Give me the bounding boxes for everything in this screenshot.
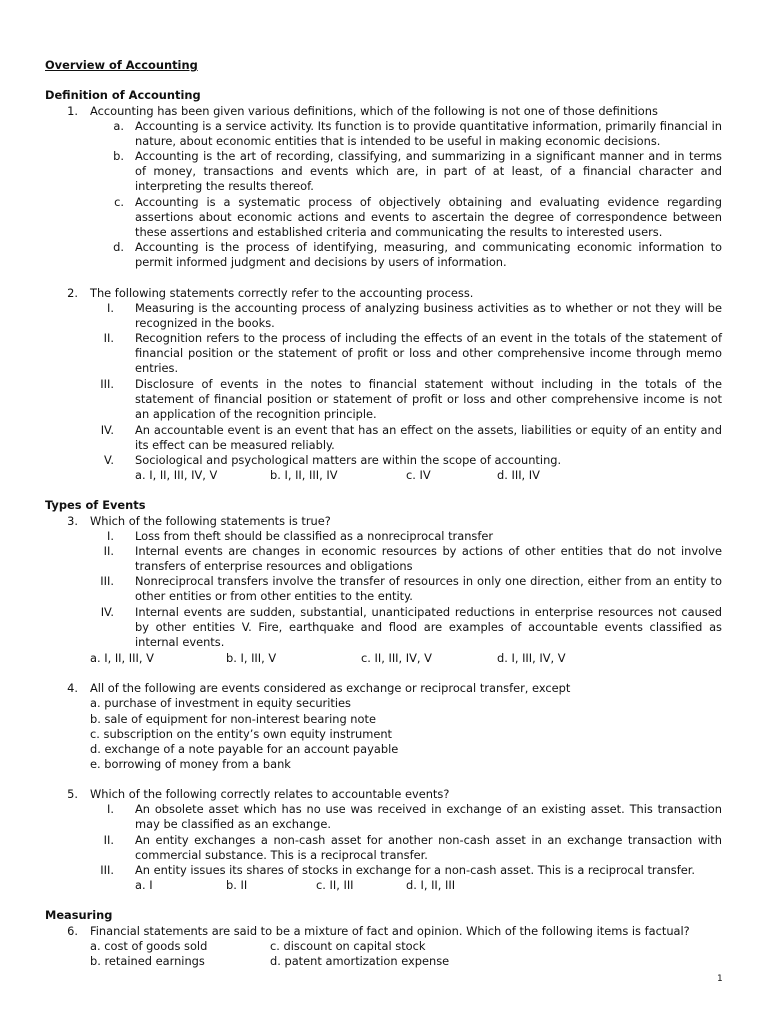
- statement-text: Disclosure of events in the notes to financial statement without including in the totals of the statement of financial position or statement of profit or loss and other comprehensive income is not an application of the recognition principle.: [135, 377, 722, 422]
- question-stem: Financial statements are said to be a mixture of fact and opinion. Which of the following items is factual?: [90, 924, 690, 938]
- page-number: 1: [717, 974, 723, 984]
- answer-choice: b. I, III, V: [226, 651, 277, 665]
- answer-choice: c. subscription on the entity’s own equity instrument: [90, 727, 393, 741]
- answer-choice: a. purchase of investment in equity securities: [90, 696, 351, 710]
- answer-choice: d. III, IV: [497, 468, 540, 482]
- question-stem: The following statements correctly refer to the accounting process.: [90, 286, 474, 300]
- statement-marker: IV.: [100, 423, 114, 437]
- answer-choice: d. I, II, III: [406, 878, 456, 892]
- statement-text: Loss from theft should be classified as a nonreciprocal transfer: [135, 529, 494, 543]
- statement-text: Sociological and psychological matters are within the scope of accounting.: [135, 453, 562, 467]
- question-number: 4.: [67, 681, 78, 695]
- answer-choice: b. sale of equipment for non-interest bearing note: [90, 712, 376, 726]
- answer-choice: d. I, III, IV, V: [497, 651, 566, 665]
- answer-choice: a. cost of goods sold: [90, 939, 208, 953]
- statement-marker: III.: [100, 863, 114, 877]
- statement-text: Recognition refers to the process of including the effects of an event in the totals of the statement of financial position or the statement of profit or loss and other comprehensive income through memo entries.: [135, 331, 722, 376]
- answer-choice: c. II, III: [316, 878, 354, 892]
- answer-choice: d. exchange of a note payable for an account payable: [90, 742, 399, 756]
- section-heading-definition: Definition of Accounting: [45, 88, 201, 102]
- statement-marker: II.: [103, 544, 114, 558]
- answer-choice: c. II, III, IV, V: [361, 651, 432, 665]
- answer-choice: c. IV: [406, 468, 431, 482]
- statement-text: Measuring is the accounting process of analyzing business activities as to whether or not they will be recognized in the books.: [135, 301, 722, 331]
- section-heading-measuring: Measuring: [45, 908, 113, 922]
- statement-marker: I.: [107, 301, 114, 315]
- statement-text: An accountable event is an event that has an effect on the assets, liabilities or equity of an entity and its effect can be measured reliably.: [135, 423, 722, 453]
- question-number: 2.: [67, 286, 78, 300]
- answer-choice: a. I, II, III, IV, V: [135, 468, 218, 482]
- question-stem: Which of the following correctly relates to accountable events?: [90, 787, 450, 801]
- question-stem: Which of the following statements is true?: [90, 514, 331, 528]
- option-marker: a.: [113, 119, 124, 133]
- statement-text: Internal events are sudden, substantial, unanticipated reductions in enterprise resources not caused by other entities V. Fire, earthquake and flood are examples of accountable events classified as internal events.: [135, 605, 722, 650]
- question-number: 1.: [67, 104, 78, 118]
- page-title: Overview of Accounting: [45, 58, 198, 72]
- option-text: Accounting is the process of identifying, measuring, and communicating economic information to permit informed judgment and decisions by users of information.: [135, 240, 722, 270]
- question-number: 3.: [67, 514, 78, 528]
- answer-choice: d. patent amortization expense: [270, 954, 450, 968]
- statement-text: An entity issues its shares of stocks in exchange for a non-cash asset. This is a reciprocal transfer.: [135, 863, 696, 877]
- answer-choice: b. retained earnings: [90, 954, 205, 968]
- option-marker: d.: [113, 240, 124, 254]
- statement-marker: II.: [103, 331, 114, 345]
- statement-marker: V.: [104, 453, 114, 467]
- answer-choice: a. I, II, III, V: [90, 651, 154, 665]
- statement-text: An entity exchanges a non-cash asset for another non-cash asset in an exchange transaction with commercial substance. This is a reciprocal transfer.: [135, 833, 722, 863]
- option-text: Accounting is a systematic process of objectively obtaining and evaluating evidence regarding assertions about economic actions and events to ascertain the degree of correspondence between these assertions and established criteria and communicating the results to interested users.: [135, 195, 722, 240]
- answer-choice: b. II: [226, 878, 248, 892]
- option-marker: c.: [114, 195, 124, 209]
- option-marker: b.: [113, 149, 124, 163]
- option-text: Accounting is the art of recording, classifying, and summarizing in a significant manner and in terms of money, transactions and events which are, in part of at least, of a financial character and interpreting the results thereof.: [135, 149, 722, 194]
- statement-text: Internal events are changes in economic resources by actions of other entities that do not involve transfers of enterprise resources and obligations: [135, 544, 722, 574]
- statement-marker: I.: [107, 802, 114, 816]
- answer-choice: a. I: [135, 878, 153, 892]
- option-text: Accounting is a service activity. Its function is to provide quantitative information, primarily financial in nature, about economic entities that is intended to be useful in making economic decisions.: [135, 119, 722, 149]
- question-stem: All of the following are events considered as exchange or reciprocal transfer, except: [90, 681, 571, 695]
- answer-choice: e. borrowing of money from a bank: [90, 757, 291, 771]
- statement-text: An obsolete asset which has no use was received in exchange of an existing asset. This transaction may be classified as an exchange.: [135, 802, 722, 832]
- answer-choice: b. I, II, III, IV: [270, 468, 338, 482]
- question-number: 6.: [67, 924, 78, 938]
- statement-marker: IV.: [100, 605, 114, 619]
- statement-marker: I.: [107, 529, 114, 543]
- statement-marker: III.: [100, 574, 114, 588]
- answer-choice: c. discount on capital stock: [270, 939, 426, 953]
- statement-text: Nonreciprocal transfers involve the transfer of resources in only one direction, either from an entity to other entities or from other entities to the entity.: [135, 574, 722, 604]
- statement-marker: II.: [103, 833, 114, 847]
- question-stem: Accounting has been given various definitions, which of the following is not one of those definitions: [90, 104, 658, 118]
- statement-marker: III.: [100, 377, 114, 391]
- question-number: 5.: [67, 787, 78, 801]
- section-heading-types: Types of Events: [45, 498, 146, 512]
